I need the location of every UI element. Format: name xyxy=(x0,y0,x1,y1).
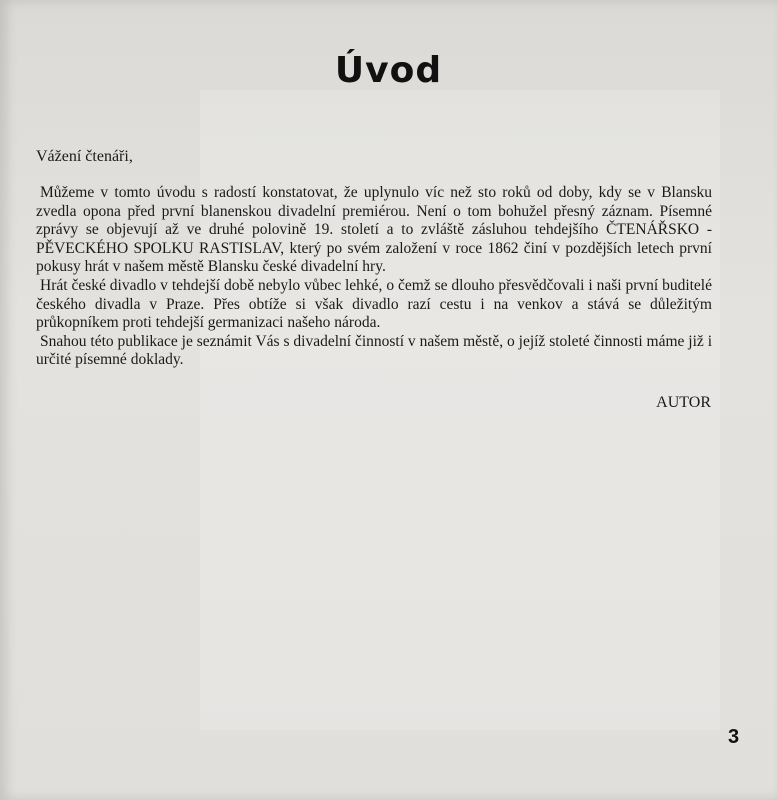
author-signature: AUTOR xyxy=(656,394,711,411)
paragraph: Snahou této publikace je seznámit Vás s divadelní činností v našem městě, o jejíž stoleté činnosti máme již i určité písemné doklady. xyxy=(36,332,712,369)
greeting: Vážení čtenáři, xyxy=(36,148,133,165)
paragraph: Můžeme v tomto úvodu s radostí konstatovat, že uplynulo víc než sto roků od doby, kdy se v Blansku zvedla opona před první blanenskou divadelní premiérou. Není o tom bohužel přesný záznam. Písemné zprávy se objevují až ve druhé polovině 19. století a to zvláště zásluhou tehdejšího ČTENÁŘSKO - PĚVECKÉHO SPOLKU RASTISLAV, který po svém založení v roce 1862 činí v pozdějších letech první pokusy hrát v našem městě Blansku české divadelní hry. xyxy=(36,184,712,276)
page-title: Úvod xyxy=(334,50,443,91)
page-number: 3 xyxy=(728,726,740,748)
body-text xyxy=(36,184,712,370)
paragraph: Hrát české divadlo v tehdejší době nebylo vůbec lehké, o čemž se dlouho přesvědčovali i naši první buditelé českého divadla v Praze. Přes obtíže si však divadlo razí cestu i na venkov a stává se důležitým průkopníkem proti tehdejší germanizaci našeho národa. xyxy=(36,276,712,332)
